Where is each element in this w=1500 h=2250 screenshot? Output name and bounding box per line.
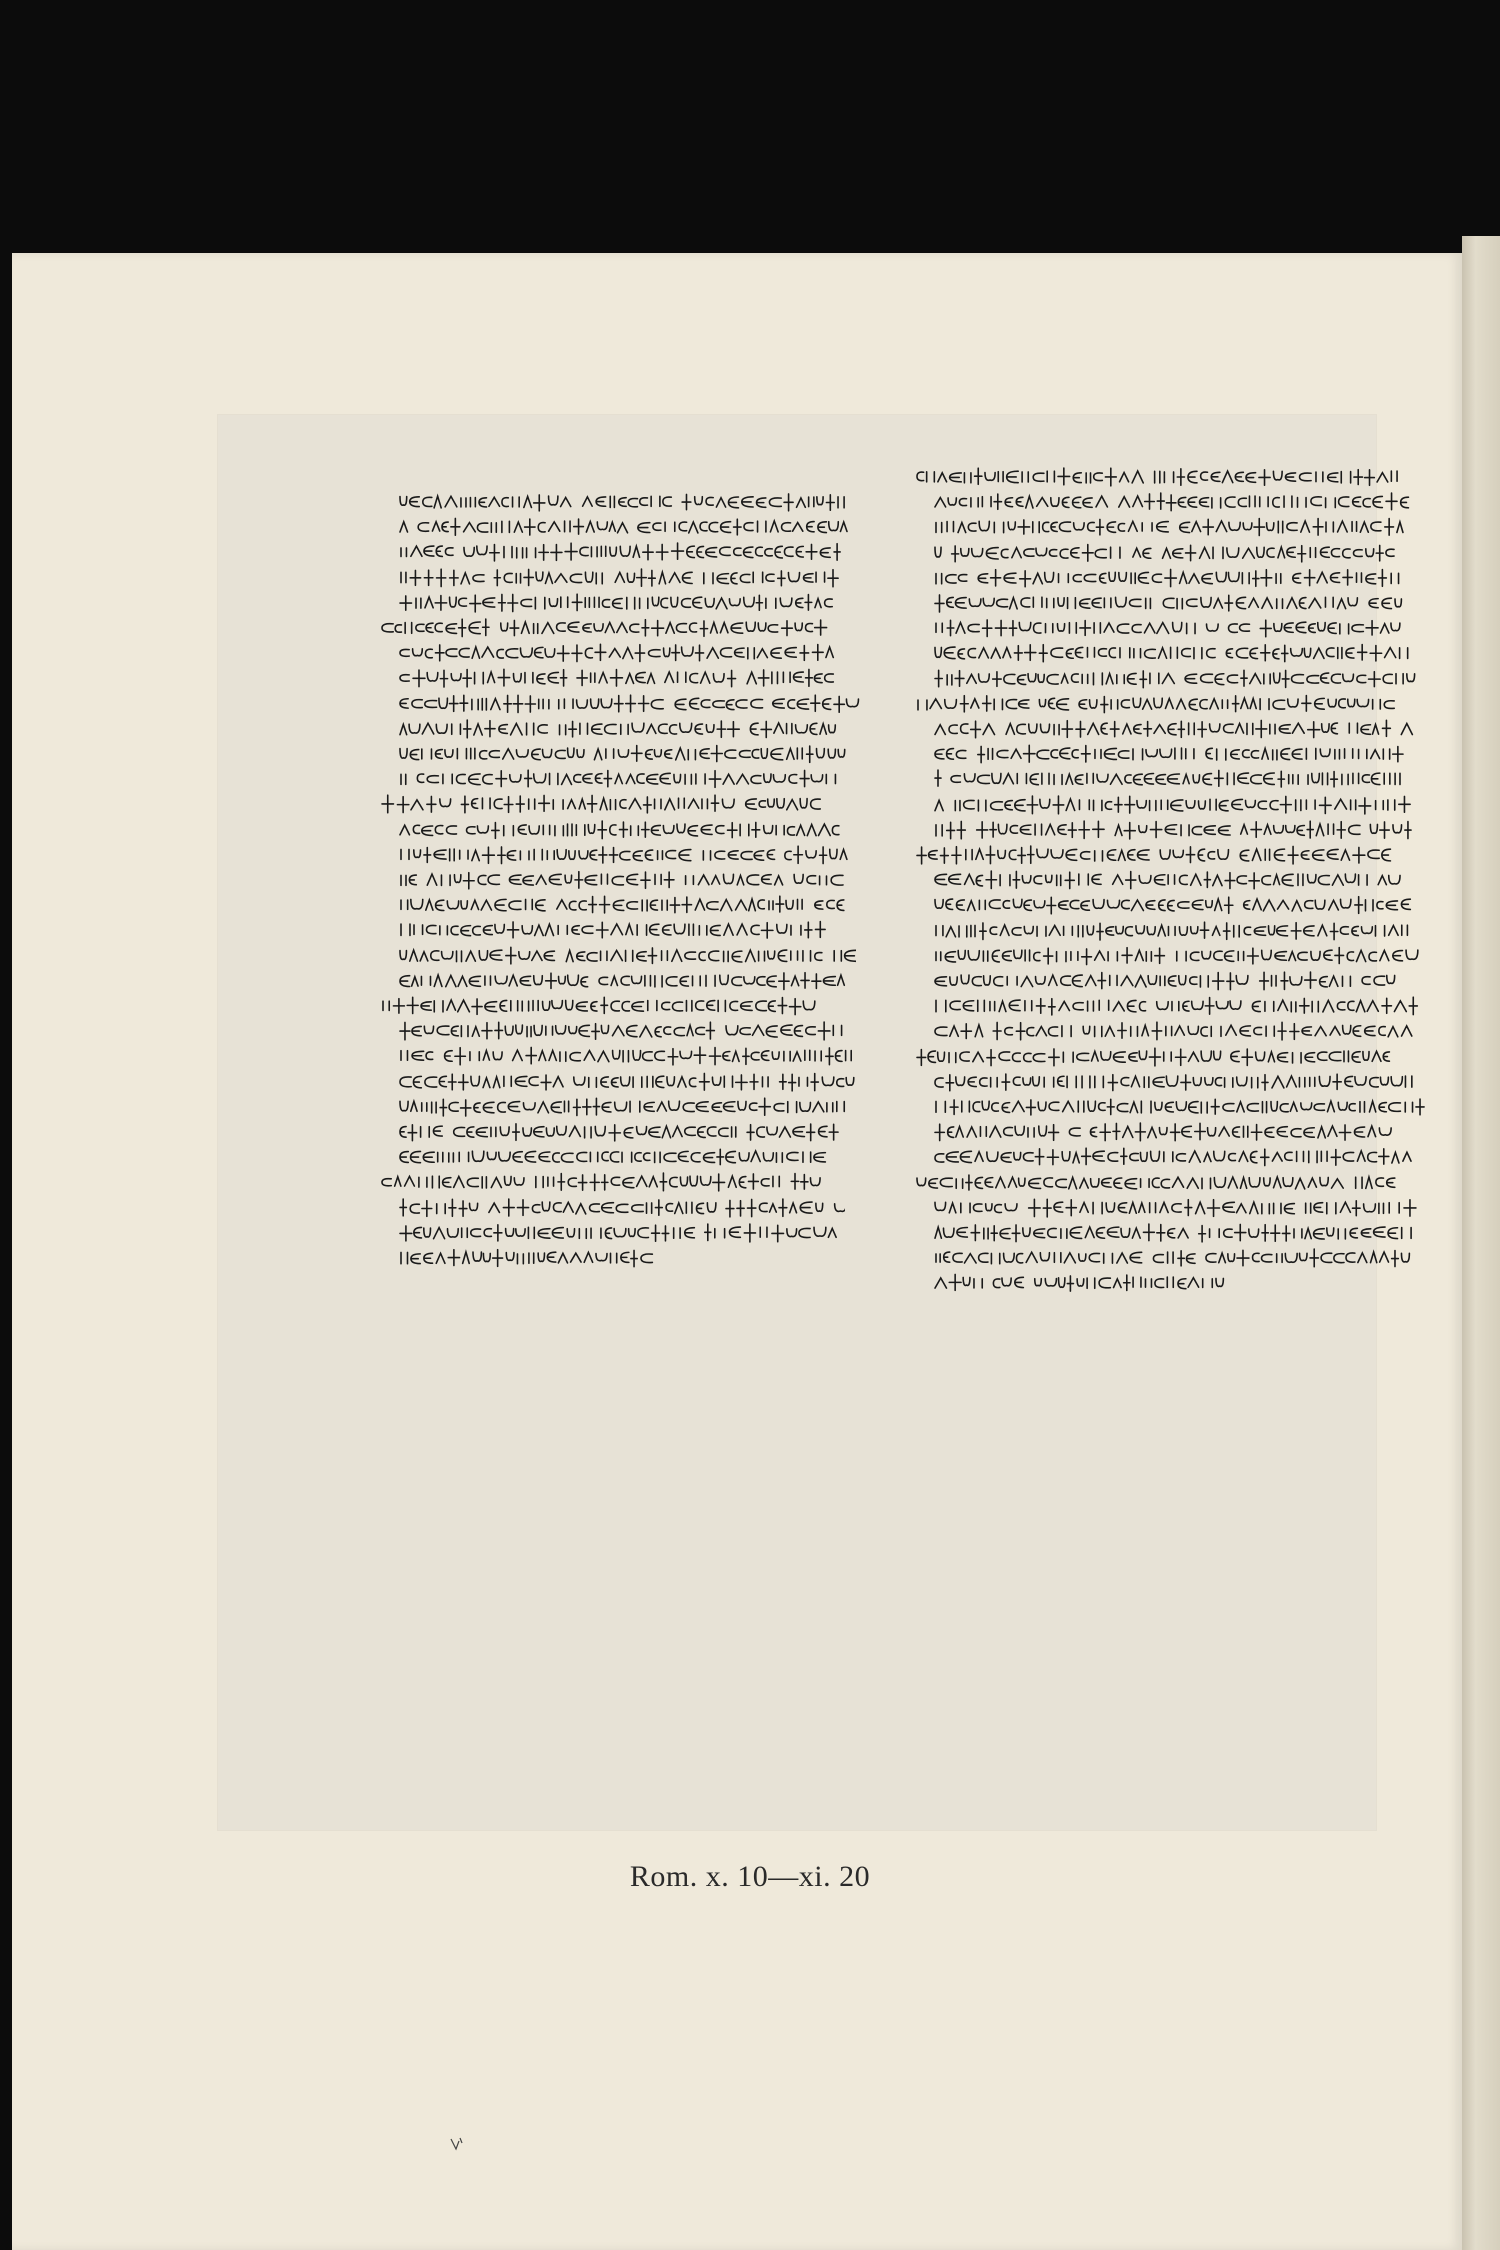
manuscript-line [398,591,839,613]
manuscript-line [398,515,859,537]
manuscript-line [398,666,835,688]
manuscript-line [933,717,1416,739]
manuscript-line [398,893,854,915]
manuscript-line [380,994,824,1016]
manuscript-line [933,818,1422,840]
manuscript-line [933,1145,1416,1167]
manuscript-line [398,1196,845,1218]
manuscript-line [398,742,850,764]
manuscript-line [398,1044,862,1066]
manuscript-plate [218,415,1376,1830]
manuscript-line [398,1095,851,1117]
manuscript-line [398,868,849,890]
manuscript-line [398,767,846,789]
manuscript-line [933,515,1408,537]
manuscript-line [933,1019,1420,1041]
manuscript-line [933,641,1412,663]
manuscript-line [933,1221,1423,1243]
manuscript-line [398,843,853,865]
manuscript-line [933,1271,1230,1293]
manuscript-line [398,717,841,739]
manuscript-line [915,843,1395,865]
manuscript-line [398,1145,838,1167]
manuscript-line [933,1120,1402,1142]
manuscript-line [398,1246,655,1268]
plate-caption: Rom. x. 10—xi. 20 [629,1860,871,1893]
manuscript-line [933,868,1413,890]
manuscript-line [933,767,1410,789]
manuscript-line [933,591,1408,613]
manuscript-line [398,918,835,940]
manuscript-line [398,566,846,588]
manuscript-line [933,1070,1424,1092]
manuscript-line [933,1246,1416,1268]
manuscript-line [933,994,1427,1016]
manuscript-line [915,1171,1402,1193]
manuscript-line [398,641,846,663]
manuscript-line [933,893,1423,915]
manuscript-line [933,1095,1426,1117]
manuscript-line [398,692,860,714]
manuscript-line [933,793,1416,815]
manuscript-line [933,616,1410,638]
manuscript-line [933,566,1404,588]
manuscript-line [398,490,849,512]
corner-mark-icon [450,2137,466,2151]
manuscript-line [398,944,856,966]
manuscript-line [915,465,1402,487]
manuscript-line [933,1196,1426,1218]
manuscript-line [380,792,823,814]
manuscript-line [398,540,845,562]
manuscript-line [933,541,1404,563]
manuscript-line [915,692,1397,714]
manuscript-line [398,969,853,991]
manuscript-line [933,944,1421,966]
manuscript-line [398,1070,861,1092]
manuscript-line [933,667,1422,689]
manuscript-line [933,969,1404,991]
manuscript-line [398,1019,851,1041]
next-page-edge [1462,236,1500,2250]
manuscript-line [915,1045,1397,1067]
manuscript-line [933,742,1407,764]
manuscript-line [380,616,837,638]
manuscript-line [380,1170,826,1192]
manuscript-line [398,818,844,840]
manuscript-line [933,919,1412,941]
manuscript-line [933,490,1414,512]
manuscript-line [398,1221,849,1243]
manuscript-line [398,1120,841,1142]
